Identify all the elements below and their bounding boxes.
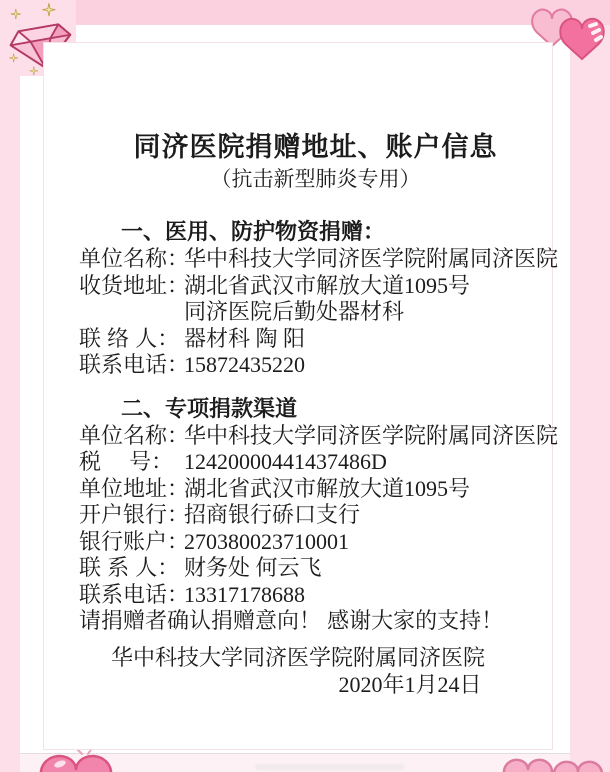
field-row-contact-person bbox=[79, 326, 552, 353]
field-value: 华中科技大学同济医学院附属同济医院 bbox=[184, 246, 559, 271]
faint-watermark bbox=[255, 764, 405, 770]
field-label: 单位地址： bbox=[79, 475, 190, 501]
field-value: 12420000441437486D bbox=[184, 449, 387, 474]
field-label: 联系电话： bbox=[79, 352, 190, 377]
field-row-bank-account bbox=[79, 529, 552, 556]
field-row-unit-name bbox=[79, 246, 559, 273]
field-value: 器材科 陶 阳 bbox=[184, 325, 306, 351]
field-row-bank-name bbox=[79, 502, 552, 529]
date-line: 2020年1月24日 bbox=[338, 671, 482, 697]
field-row-shipping-address bbox=[79, 273, 552, 300]
field-label: 联 络 人： bbox=[79, 325, 180, 351]
two-hearts-icon bbox=[498, 756, 610, 772]
field-label: 单位名称： bbox=[79, 422, 190, 448]
field-value: 同济医院后勤处器材科 bbox=[184, 299, 405, 324]
frame-band-top bbox=[0, 0, 610, 25]
field-label: 单位名称： bbox=[79, 246, 190, 271]
field-row-contact-person-2 bbox=[79, 555, 552, 582]
field-label: 税 号： bbox=[79, 449, 174, 474]
field-row-contact-phone-2 bbox=[79, 582, 552, 609]
field-row-tax-id bbox=[79, 449, 552, 476]
frame-band-right bbox=[570, 25, 610, 772]
page-title: 同济医院捐赠地址、账户信息 bbox=[133, 132, 498, 162]
field-value: 财务处 何云飞 bbox=[184, 555, 322, 580]
field-label: 联 系 人： bbox=[79, 555, 180, 580]
field-row-unit-name-2 bbox=[79, 422, 559, 450]
section-2-heading: 二、专项捐款渠道 bbox=[121, 395, 298, 421]
field-row-contact-phone bbox=[79, 352, 552, 379]
field-value: 华中科技大学同济医学院附属同济医院 bbox=[184, 422, 559, 448]
field-value: 15872435220 bbox=[184, 352, 305, 377]
signature-line: 华中科技大学同济医学院附属同济医院 bbox=[110, 644, 485, 670]
field-row-unit-address bbox=[79, 476, 552, 503]
field-value: 湖北省武汉市解放大道1095号 bbox=[184, 475, 471, 501]
field-value: 13317178688 bbox=[184, 581, 305, 607]
field-value: 招商银行硚口支行 bbox=[184, 502, 361, 527]
field-value: 270380023710001 bbox=[184, 528, 349, 554]
frame-band-left bbox=[0, 0, 20, 772]
page-subtitle: （抗击新型肺炎专用） bbox=[210, 168, 421, 191]
confirmation-note: 请捐赠者确认捐赠意向！ 感谢大家的支持！ bbox=[79, 608, 504, 633]
field-row-shipping-address-cont bbox=[79, 299, 552, 326]
field-label: 联系电话： bbox=[79, 581, 190, 607]
field-label: 开户银行： bbox=[79, 502, 190, 527]
field-value: 湖北省武汉市解放大道1095号 bbox=[184, 272, 471, 298]
section-1-heading: 一、医用、防护物资捐赠： bbox=[121, 219, 386, 244]
notice-card bbox=[43, 42, 559, 750]
field-label: 银行账户： bbox=[79, 528, 190, 554]
field-label: 收货地址： bbox=[79, 272, 190, 298]
